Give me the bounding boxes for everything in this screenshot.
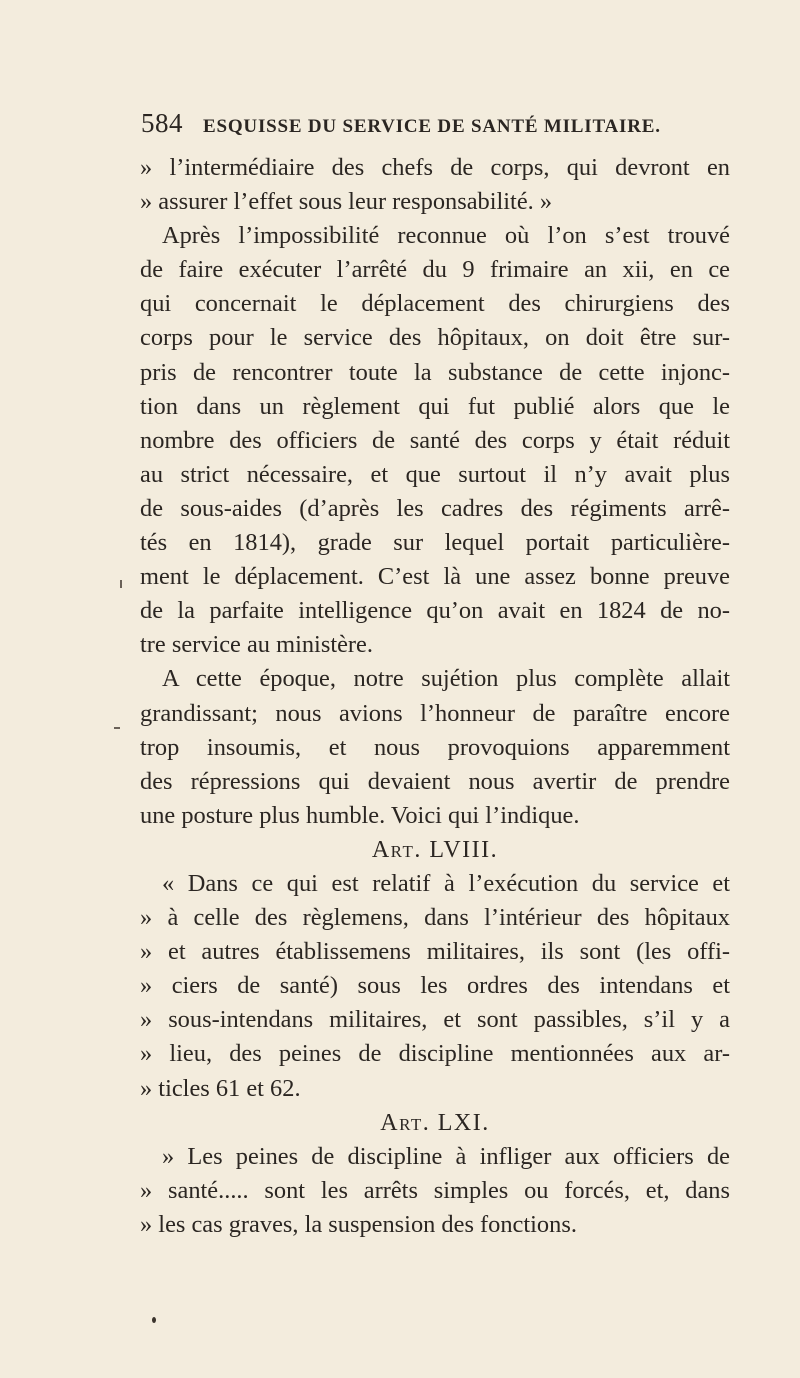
text-line: grandissant; nous avions l’honneur de paraître encore bbox=[140, 699, 730, 727]
text-line: tés en 1814), grade sur lequel portait particulière- bbox=[140, 529, 730, 557]
text-line: au strict nécessaire, et que surtout il n’y avait plus bbox=[140, 460, 730, 488]
quote-line: » sous-intendans militaires, et sont passibles, s’il y a bbox=[140, 1006, 730, 1034]
text-line: de sous-aides (d’après les cadres des régiments arrê- bbox=[140, 494, 730, 522]
text-line: qui concernait le déplacement des chirurgiens des bbox=[140, 290, 730, 318]
text-line: » l’intermédiaire des chefs de corps, qui devront en bbox=[140, 154, 730, 181]
text-line: de faire exécuter l’arrêté du 9 frimaire an xii, en ce bbox=[140, 256, 730, 284]
margin-mark bbox=[114, 727, 120, 729]
text-line: des répressions qui devaient nous avertir de prendre bbox=[140, 767, 730, 795]
quote-line: » à celle des règlemens, dans l’intérieur des hôpitaux bbox=[140, 904, 730, 932]
article-heading: Art. LXI. bbox=[380, 1109, 490, 1136]
quote-line: » les cas graves, la suspension des fonctions. bbox=[140, 1210, 577, 1238]
text-line: nombre des officiers de santé des corps y était réduit bbox=[140, 426, 730, 454]
quote-line: » ciers de santé) sous les ordres des intendans et bbox=[140, 972, 730, 1000]
text-line: » assurer l’effet sous leur responsabilité. » bbox=[140, 188, 553, 216]
quote-start-line: » Les peines de discipline à infliger aux officiers de bbox=[162, 1142, 730, 1170]
quote-line: » et autres établissemens militaires, ils sont (les offi- bbox=[140, 938, 730, 966]
body-text bbox=[140, 151, 730, 1242]
text-line: tion dans un règlement qui fut publié alors que le bbox=[140, 392, 730, 420]
text-line: une posture plus humble. Voici qui l’indique. bbox=[140, 801, 580, 829]
ink-speck bbox=[152, 1317, 156, 1323]
quote-line: » lieu, des peines de discipline mentionnées aux ar- bbox=[140, 1040, 730, 1068]
text-line: trop insoumis, et nous provoquions apparemment bbox=[140, 733, 730, 761]
text-line: corps pour le service des hôpitaux, on doit être sur- bbox=[140, 324, 730, 352]
paragraph-start-line: Après l’impossibilité reconnue où l’on s’est trouvé bbox=[162, 222, 730, 250]
text-line: tre service au ministère. bbox=[140, 631, 373, 659]
paragraph-start-line: A cette époque, notre sujétion plus complète allait bbox=[162, 665, 730, 693]
quote-start-line: « Dans ce qui est relatif à l’exécution du service et bbox=[162, 869, 730, 897]
text-line: de la parfaite intelligence qu’on avait en 1824 de no- bbox=[140, 597, 730, 625]
page-number: 584 bbox=[141, 108, 183, 138]
article-heading: Art. LVIII. bbox=[371, 836, 499, 863]
running-title: ESQUISSE DU SERVICE DE SANTÉ MILITAIRE. bbox=[203, 116, 661, 137]
text-line: pris de rencontrer toute la substance de cette injonc- bbox=[140, 358, 730, 386]
page-header bbox=[141, 108, 681, 148]
text-line: ment le déplacement. C’est là une assez bonne preuve bbox=[140, 563, 730, 591]
margin-mark bbox=[120, 580, 122, 588]
quote-line: » santé..... sont les arrêts simples ou forcés, et, dans bbox=[140, 1176, 730, 1204]
quote-line: » ticles 61 et 62. bbox=[140, 1074, 301, 1102]
